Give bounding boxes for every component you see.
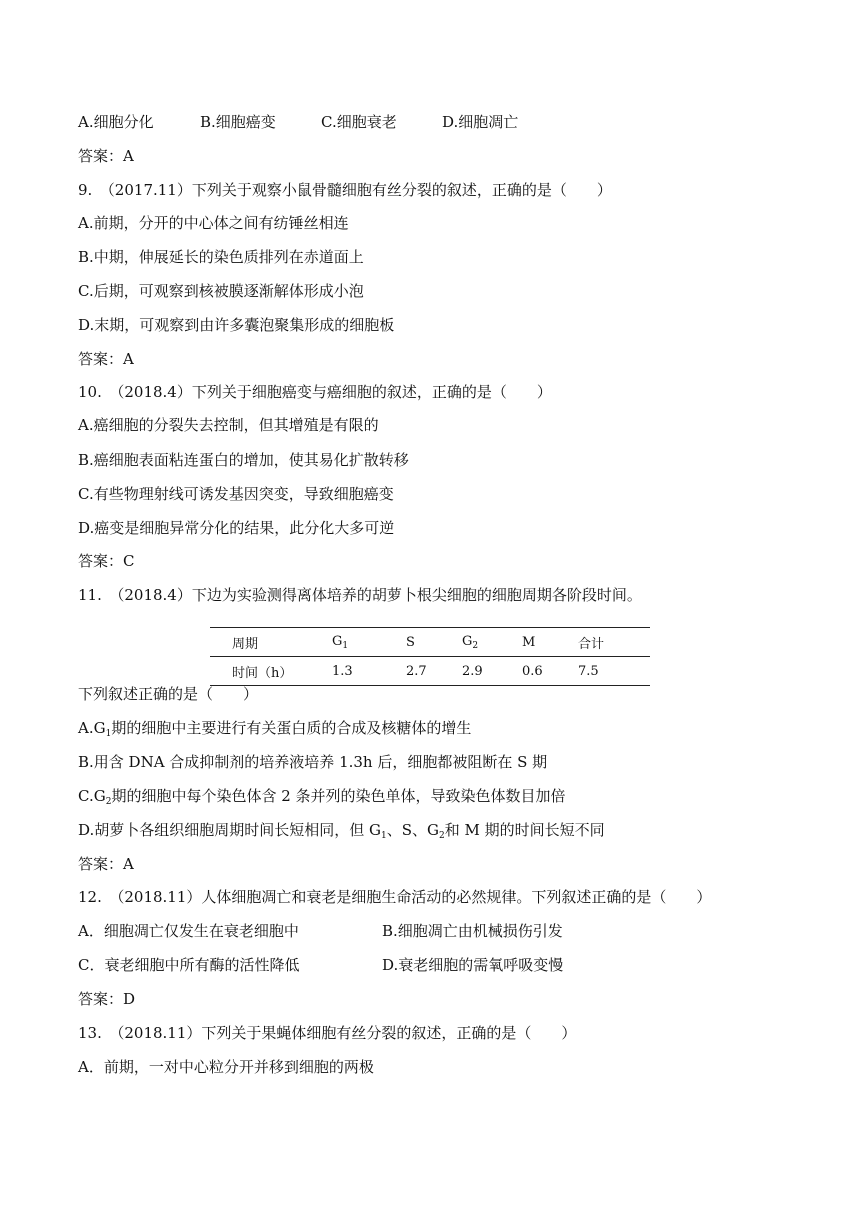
q12-option-d: D.衰老细胞的需氧呼吸变慢 — [382, 956, 564, 974]
table-cell-total: 合计 — [578, 628, 650, 657]
q9-stem: 9. （2017.11）下列关于观察小鼠骨髓细胞有丝分裂的叙述，正确的是（ ） — [78, 181, 612, 199]
q12-option-b: B.细胞凋亡由机械损伤引发 — [382, 922, 563, 940]
q9-option-a: A.前期，分开的中心体之间有纺锤丝相连 — [78, 214, 349, 232]
q10-option-c: C.有些物理射线可诱发基因突变，导致细胞癌变 — [78, 485, 394, 503]
q11-option-d: D.胡萝卜各组织细胞周期时间长短相同，但 $G_1$、S、$G_2$和 M 期的时间长短不同 — [78, 821, 605, 841]
q11-lead: 下列叙述正确的是（ ） — [78, 685, 259, 703]
q8-options — [78, 112, 518, 132]
q13-option-a: A．前期，一对中心粒分开并移到细胞的两极 — [78, 1058, 374, 1076]
q10-option-a: A.癌细胞的分裂失去控制，但其增殖是有限的 — [78, 416, 379, 434]
table-cell-value: 7.5 — [578, 657, 650, 686]
q11-answer: 答案：A — [78, 855, 134, 873]
table-cell-value: 1.3 — [332, 657, 406, 686]
q8-option-a: A.细胞分化 — [78, 113, 154, 131]
q9-option-b: B.中期，伸展延长的染色质排列在赤道面上 — [78, 248, 364, 266]
q8-option-b: B.细胞癌变 — [200, 113, 276, 131]
table-cell-value: 0.6 — [522, 657, 578, 686]
q10-option-b: B.癌细胞表面粘连蛋白的增加，使其易化扩散转移 — [78, 451, 409, 469]
q12-options-row2 — [78, 955, 563, 975]
table-cell-value: 2.7 — [406, 657, 462, 686]
table-header-row — [210, 628, 650, 657]
table-cell-time-label: 时间（h） — [210, 657, 332, 686]
q12-answer: 答案：D — [78, 990, 136, 1008]
q9-answer: 答案：A — [78, 350, 134, 368]
q12-option-a: A．细胞凋亡仅发生在衰老细胞中 — [78, 922, 299, 940]
q12-options-row1 — [78, 921, 563, 941]
q13-stem: 13. （2018.11）下列关于果蝇体细胞有丝分裂的叙述，正确的是（ ） — [78, 1024, 577, 1042]
q12-stem: 12. （2018.11）人体细胞凋亡和衰老是细胞生命活动的必然规律。下列叙述正确的是（ ） — [78, 888, 712, 906]
q10-option-d: D.癌变是细胞异常分化的结果，此分化大多可逆 — [78, 519, 395, 537]
table-cell-m: M — [522, 628, 578, 657]
q11-stem: 11. （2018.4）下边为实验测得离体培养的胡萝卜根尖细胞的细胞周期各阶段时间。 — [78, 586, 642, 604]
q11-option-c: $C.G_2$期的细胞中每个染色体含 2 条并列的染色单体，导致染色体数目加倍 — [78, 787, 566, 807]
q11-option-a: $A.G_1$期的细胞中主要进行有关蛋白质的合成及核糖体的增生 — [78, 719, 472, 739]
q8-answer: 答案：A — [78, 147, 134, 165]
table-cell-value: 2.9 — [462, 657, 522, 686]
q8-option-d: D.细胞凋亡 — [442, 113, 519, 131]
table-cell-period-label: 周期 — [210, 628, 332, 657]
q12-option-c: C．衰老细胞中所有酶的活性降低 — [78, 956, 300, 974]
table-row — [210, 657, 650, 686]
table-cell-s: S — [406, 628, 462, 657]
table-cell-g2: $G_2$ — [462, 628, 522, 657]
q9-option-c: C.后期，可观察到核被膜逐渐解体形成小泡 — [78, 282, 364, 300]
q8-option-c: C.细胞衰老 — [321, 113, 397, 131]
q10-answer: 答案：C — [78, 552, 135, 570]
cell-cycle-table — [210, 627, 650, 686]
q11-option-b: B.用含 DNA 合成抑制剂的培养液培养 1.3h 后，细胞都被阻断在 S 期 — [78, 753, 548, 771]
q10-stem: 10. （2018.4）下列关于细胞癌变与癌细胞的叙述，正确的是（ ） — [78, 383, 552, 401]
table-cell-g1: $G_1$ — [332, 628, 406, 657]
q9-option-d: D.末期，可观察到由许多囊泡聚集形成的细胞板 — [78, 316, 395, 334]
